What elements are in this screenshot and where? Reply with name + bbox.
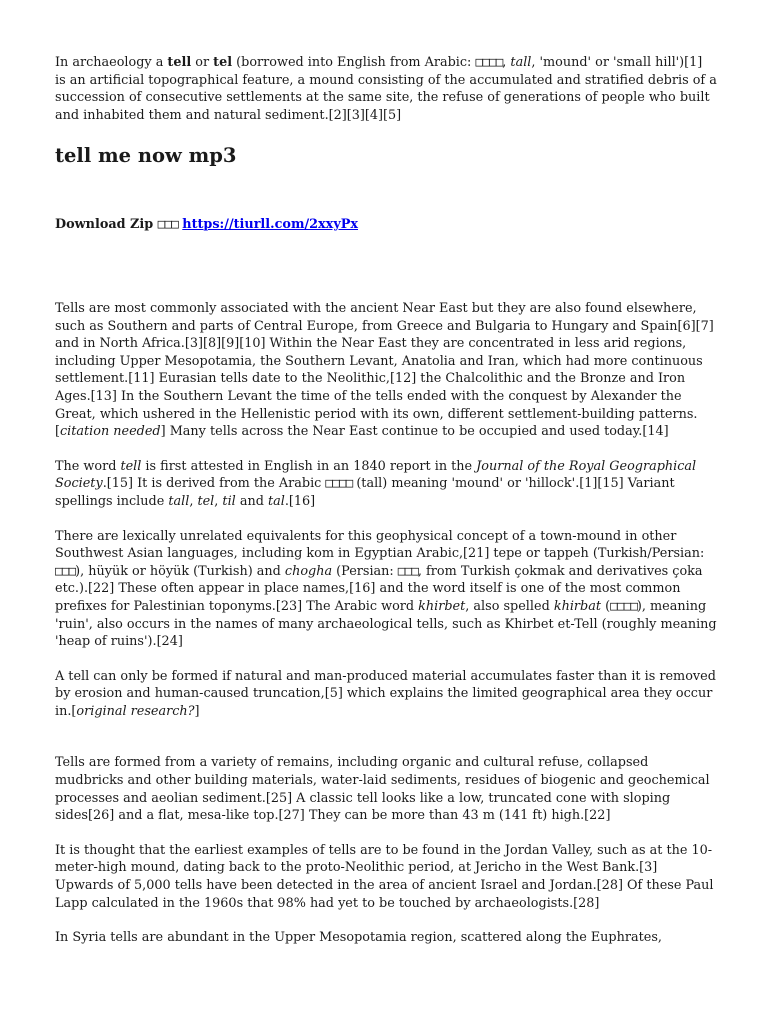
intro-text: , — [502, 55, 511, 70]
italic-term: tall — [168, 493, 190, 509]
paragraph-equivalents — [55, 528, 717, 651]
arabic-glyphs: □□□□ — [475, 55, 503, 70]
paragraph-text: There are lexically unrelated equivalents for this geophysical concept of a town-mound in other Southwest Asian languages, including kom in Egyptian Arabic,[21] tepe or tappeh (Turkish/Persian: — [55, 528, 705, 562]
paragraph-text: The word — [55, 458, 121, 474]
paragraph-text: ] — [194, 703, 200, 719]
paragraph-text: is first attested in English in an 1840 report in the — [141, 458, 477, 474]
intro-text: (borrowed into English from Arabic: — [232, 55, 476, 70]
paragraph-jordan-valley: It is thought that the earliest examples of tells are to be found in the Jordan Valley, such as at the 10-meter-high mound, dating back to the proto-Neolithic period, at Jericho in the West Bank.[3] Upwards of 5,000 tells have been detected in the area of ancient Israel and Jordan.[28] Of these Paul Lapp calculated in the 1960s that 98% had yet to be touched by archaeologists.[28] — [55, 842, 714, 911]
paragraph-text: A tell can only be formed if natural and man-produced material accumulates faster than it is removed by erosion and human-caused truncation,[5] which explains the limited geographical area they occur in.[ — [55, 668, 716, 719]
paragraph-text: , from Turkish çokmak and derivatives çoka etc.).[22] These often appear in place names,[16] and the word itself is one of the most common prefixes for Palestinian toponyms.[23] The Arabic word — [55, 563, 703, 614]
journal-title: Journal of the Royal Geographical Society — [55, 458, 697, 492]
paragraph-text: ( — [601, 598, 611, 614]
paragraph-text: ), hüyük or höyük (Turkish) and — [75, 563, 285, 579]
article-body — [55, 300, 717, 964]
intro-text: or — [191, 55, 214, 70]
intro-text: In archaeology a — [55, 55, 168, 70]
italic-term: chogha — [284, 563, 333, 579]
paragraph-text: , also spelled — [465, 598, 554, 614]
intro-paragraph — [55, 54, 717, 124]
citation-needed: citation needed — [60, 424, 161, 440]
arabic-glyphs: □□□□ — [610, 598, 637, 614]
intro-text: , 'mound' or 'small hill')[1] is an artificial topographical feature, a mound consisting of the accumulated and stratified debris of a succession of consecutive settlements at the same site, the refuse of generations of people who built and inhabited them and natural sediment.[2][3][4][5] — [55, 55, 717, 123]
paragraph-composition: Tells are formed from a variety of remains, including organic and cultural refuse, collapsed mudbricks and other building materials, water-laid sediments, residues of biogenic and geochemical processes and aeolian sediment.[25] A classic tell looks like a low, truncated cone with sloping sides[26] and a flat, mesa-like top.[27] They can be more than 43 m (141 ft) high.[22] — [55, 755, 710, 824]
italic-term: tel — [197, 493, 215, 509]
paragraph-distribution — [55, 300, 717, 441]
persian-glyphs: □□□ — [55, 563, 76, 579]
paragraph-text: .[16] — [284, 493, 316, 509]
paragraph-formation — [55, 668, 717, 721]
paragraph-text: and — [235, 493, 268, 509]
italic-term: khirbet — [418, 598, 466, 614]
paragraph-text: , — [214, 493, 223, 509]
paragraph-text: .[15] It is derived from the Arabic — [102, 476, 326, 492]
paragraph-text: (Persian: — [332, 563, 398, 579]
term-tel: tel — [213, 55, 233, 70]
italic-term: tal — [267, 493, 285, 509]
arabic-glyphs: □□□□ — [325, 476, 353, 492]
original-research-note: original research? — [76, 703, 195, 719]
download-line — [55, 216, 358, 234]
persian-glyphs: □□□ — [397, 563, 418, 579]
paragraph-text: (tall) meaning 'mound' or 'hillock'.[1][15] Variant spellings include — [55, 476, 675, 509]
italic-term: tell — [120, 458, 142, 474]
term-tell: tell — [167, 55, 192, 70]
page-title: tell me now mp3 — [55, 144, 237, 167]
term-tall: tall — [510, 55, 532, 70]
download-link[interactable]: https://tiurll.com/2xxyPx — [182, 217, 359, 232]
paragraph-text: ), meaning 'ruin', also occurs in the names of many archaeological tells, such as Khirbet et-Tell (roughly meaning 'heap of ruins').[24] — [55, 598, 717, 650]
download-label: Download Zip — [55, 217, 154, 232]
download-glyphs: □□□ — [157, 217, 178, 232]
italic-term: til — [222, 493, 236, 509]
paragraph-text: ] Many tells across the Near East continue to be occupied and used today.[14] — [160, 424, 669, 440]
paragraph-etymology — [55, 458, 717, 511]
italic-term: khirbat — [553, 598, 602, 614]
paragraph-syria: In Syria tells are abundant in the Upper Mesopotamia region, scattered along the Euphrates, — [55, 930, 662, 946]
paragraph-text: Tells are most commonly associated with the ancient Near East but they are also found elsewhere, such as Southern and parts of Central Europe, from Greece and Bulgaria to Hungary and Spain[6][7] and in North Africa.[3][8][9][10] Within the Near East they are concentrated in less arid regions, including Upper Mesopotamia, the Southern Levant, Anatolia and Iran, which had more continuous settlement.[11] Eurasian tells date to the Neolithic,[12] the Chalcolithic and the Bronze and Iron Ages.[13] In the Southern Levant the time of the tells ended with the conquest by Alexander the Great, which ushered in the Hellenistic period with its own, different settlement-building patterns.[ — [55, 301, 714, 440]
paragraph-text: , — [189, 493, 198, 509]
